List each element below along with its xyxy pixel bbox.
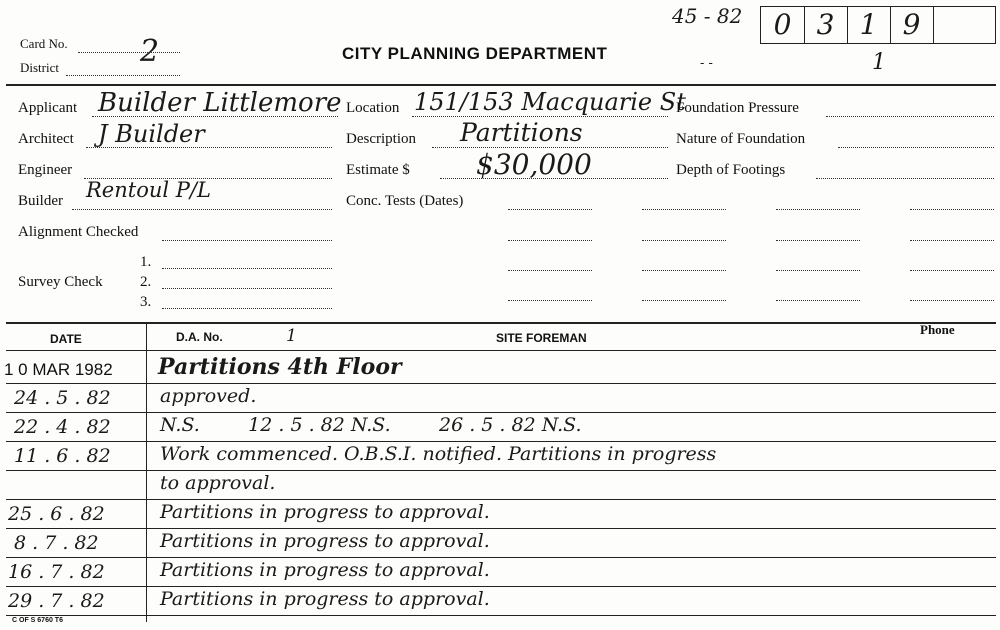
entry-note: Work commenced. O.B.S.I. notified. Partitions in progress <box>160 443 717 465</box>
conc-tests-label: Conc. Tests (Dates) <box>346 193 464 209</box>
entry-note: Partitions in progress to approval. <box>160 530 490 552</box>
description-label: Description <box>346 131 416 147</box>
entry-note: N.S. 12 . 5 . 82 N.S. 26 . 5 . 82 N.S. <box>160 414 582 436</box>
department-title: CITY PLANNING DEPARTMENT <box>342 44 608 63</box>
foundation-pressure-label: Foundation Pressure <box>676 100 799 116</box>
architect-value: J Builder <box>98 120 205 148</box>
entry-note: Partitions in progress to approval. <box>160 559 490 581</box>
entry-note: Partitions in progress to approval. <box>160 501 490 523</box>
builder-label: Builder <box>18 193 63 209</box>
date-column-divider <box>146 322 147 622</box>
file-digit-1: 0 <box>773 8 792 41</box>
nature-of-foundation-label: Nature of Foundation <box>676 131 806 147</box>
applicant-label: Applicant <box>18 100 78 116</box>
entry-note: Partitions 4th Floor <box>158 354 402 380</box>
survey-item-2: 2. <box>140 274 152 290</box>
entry-date: 22 . 4 . 82 <box>14 416 111 438</box>
engineer-label: Engineer <box>18 162 73 178</box>
file-number-box <box>760 6 996 44</box>
entry-date: 25 . 6 . 82 <box>8 503 105 525</box>
sub-number: 1 <box>872 50 886 75</box>
architect-label: Architect <box>18 131 74 147</box>
survey-check-label: Survey Check <box>18 274 103 290</box>
district-label: District <box>20 60 59 75</box>
depth-of-footings-label: Depth of Footings <box>676 162 786 178</box>
card-no-value: 2 <box>140 34 160 69</box>
card-no-label: Card No. <box>20 36 68 51</box>
da-no-value: 1 <box>286 326 297 346</box>
estimate-value: $30,000 <box>476 148 592 181</box>
entry-date: 29 . 7 . 82 <box>8 590 105 612</box>
survey-item-3: 3. <box>140 294 152 310</box>
entry-date: 24 . 5 . 82 <box>14 387 111 409</box>
entry-date: 1 0 MAR 1982 <box>4 360 113 379</box>
sub-marks: - - <box>700 56 713 71</box>
date-header: DATE <box>50 332 82 346</box>
district-line <box>66 75 180 76</box>
header-divider <box>6 84 996 86</box>
builder-value: Rentoul P/L <box>86 178 211 202</box>
file-digit-5 <box>933 7 993 43</box>
file-prefix: 45 - 82 <box>672 4 743 28</box>
file-digit-3: 1 <box>859 8 878 41</box>
location-label: Location <box>346 100 400 116</box>
alignment-label: Alignment Checked <box>18 224 139 240</box>
form-code: C OF S 6760 T6 <box>12 617 63 624</box>
survey-item-1: 1. <box>140 254 152 270</box>
entry-date: 11 . 6 . 82 <box>14 445 111 467</box>
entry-note: to approval. <box>160 472 276 494</box>
description-value: Partitions <box>460 118 583 147</box>
file-digit-4: 9 <box>902 8 921 41</box>
da-no-label: D.A. No. <box>176 330 223 344</box>
site-foreman-header: SITE FOREMAN <box>496 331 587 345</box>
estimate-label: Estimate $ <box>346 162 410 178</box>
table-top-border <box>6 322 996 324</box>
file-digit-2: 3 <box>816 8 835 41</box>
table-header-divider <box>6 350 996 351</box>
location-value: 151/153 Macquarie St <box>414 88 686 116</box>
entry-date: 8 . 7 . 82 <box>14 532 99 554</box>
entry-note: Partitions in progress to approval. <box>160 588 490 610</box>
phone-header: Phone <box>920 322 955 337</box>
card-no-line <box>78 52 180 53</box>
applicant-value: Builder Littlemore <box>98 88 342 118</box>
entry-date: 16 . 7 . 82 <box>8 561 105 583</box>
entry-note: approved. <box>160 385 257 407</box>
